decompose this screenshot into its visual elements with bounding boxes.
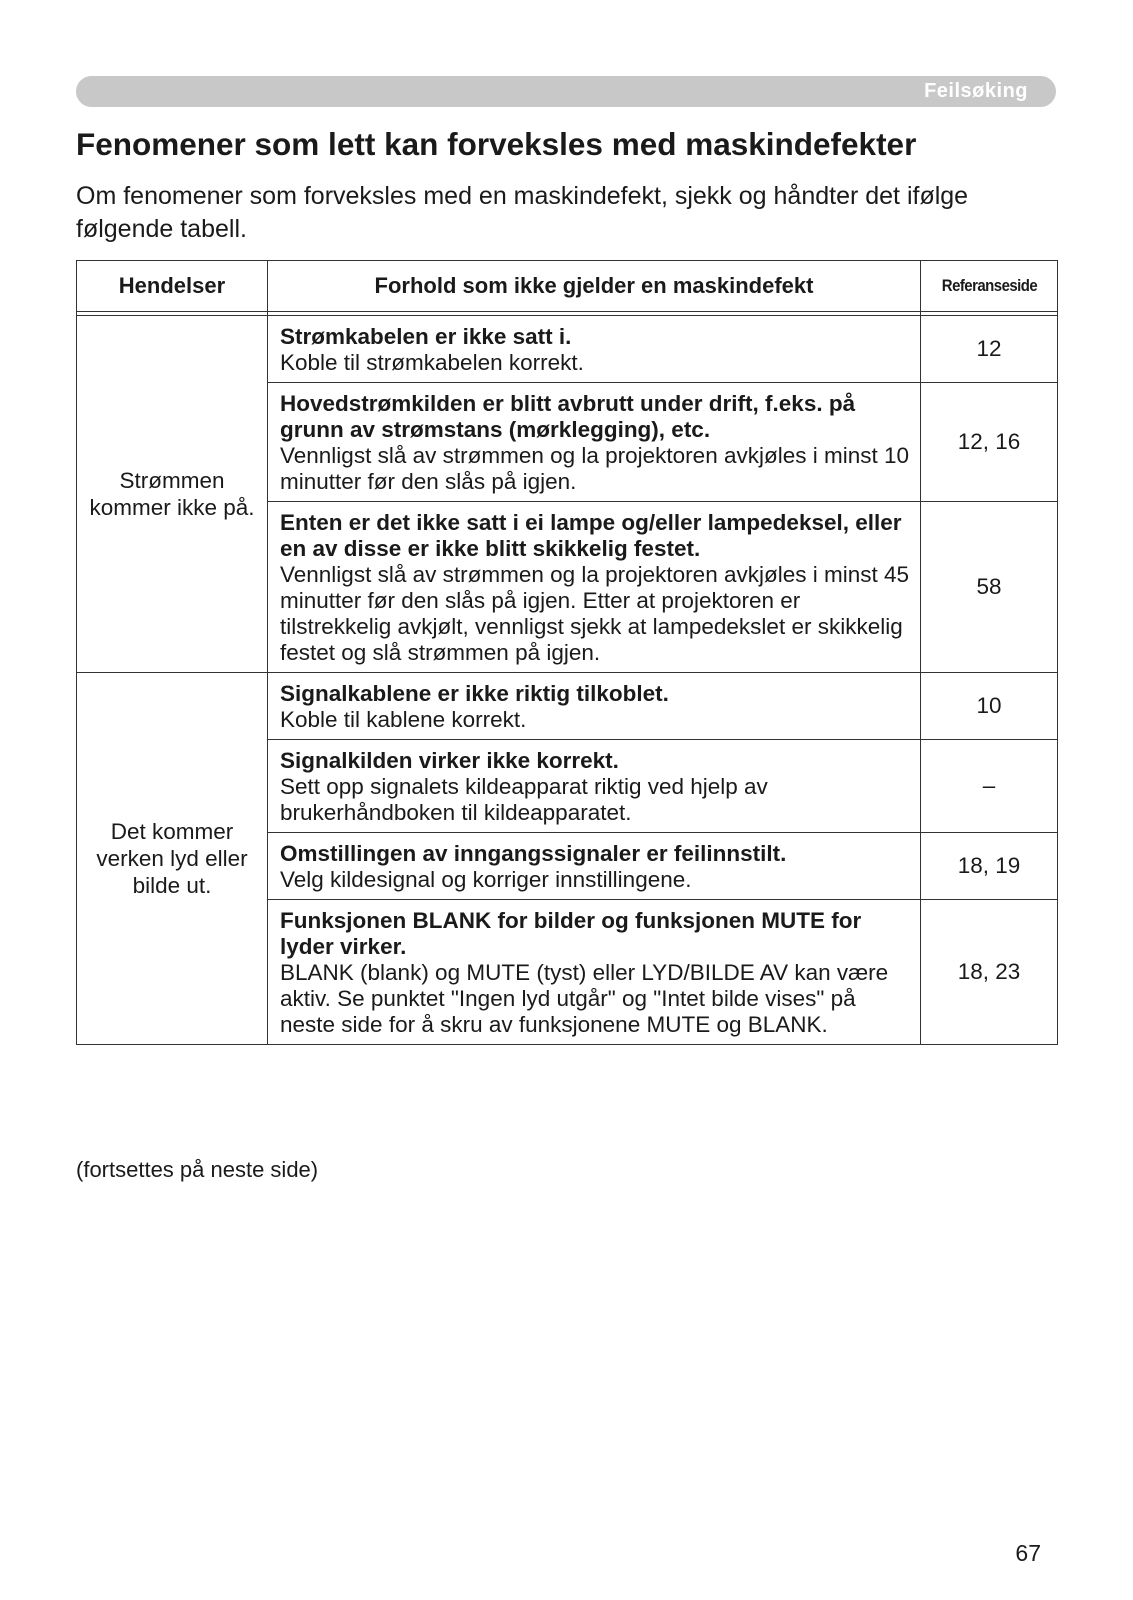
condition-remedy: Koble til kablene korrekt. (280, 707, 527, 732)
condition-heading: Signalkilden virker ikke korrekt. (280, 748, 619, 773)
continued-note: (fortsettes på neste side) (76, 1157, 319, 1182)
reference-page-cell: 18, 19 (921, 833, 1058, 900)
page-title: Fenomener som lett kan forveksles med maskindefekter (76, 126, 917, 162)
event-cell: Strømmen kommer ikke på. (77, 316, 268, 673)
condition-cell (268, 383, 921, 502)
condition-cell (268, 502, 921, 673)
condition-cell (268, 900, 921, 1045)
table-header-row (77, 261, 1058, 312)
table-row (77, 316, 1058, 383)
column-header-reference-page: Referanseside (929, 261, 1050, 312)
column-header-events: Hendelser (77, 261, 268, 312)
reference-page-cell: 12, 16 (921, 383, 1058, 502)
event-cell: Det kommer verken lyd eller bilde ut. (77, 673, 268, 1045)
condition-cell (268, 673, 921, 740)
section-header-bar (76, 76, 1056, 107)
condition-remedy: Vennligst slå av strømmen og la projektoren avkjøles i minst 45 minutter før den slås på igjen. Etter at projektoren er tilstrekkelig avkjølt, vennligst sjekk at lampedekslet er skikkelig festet og slå strømmen på igjen. (280, 562, 910, 665)
troubleshooting-table (76, 260, 1058, 1045)
intro-paragraph: Om fenomener som forveksles med en maskindefekt, sjekk og håndter det ifølge følgende tabell. (76, 182, 969, 243)
section-label: Feilsøking (924, 80, 1028, 102)
condition-heading: Signalkablene er ikke riktig tilkoblet. (280, 681, 669, 706)
condition-remedy: Koble til strømkabelen korrekt. (280, 350, 584, 375)
condition-heading: Funksjonen BLANK for bilder og funksjonen MUTE for lyder virker. (280, 908, 862, 959)
reference-page-cell: 10 (921, 673, 1058, 740)
reference-page-cell: 18, 23 (921, 900, 1058, 1045)
condition-heading: Enten er det ikke satt i ei lampe og/eller lampedeksel, eller en av disse er ikke blitt skikkelig festet. (280, 510, 902, 561)
condition-remedy: Sett opp signalets kildeapparat riktig ved hjelp av brukerhåndboken til kildeapparatet. (280, 774, 768, 825)
condition-remedy: Velg kildesignal og korriger innstillingene. (280, 867, 692, 892)
condition-cell (268, 833, 921, 900)
column-header-conditions: Forhold som ikke gjelder en maskindefekt (268, 261, 921, 312)
condition-remedy: BLANK (blank) og MUTE (tyst) eller LYD/BILDE AV kan være aktiv. Se punktet "Ingen lyd utgår" og "Intet bilde vises" på neste side for å skru av funksjonene MUTE og BLANK. (280, 960, 889, 1037)
reference-page-cell: 58 (921, 502, 1058, 673)
condition-remedy: Vennligst slå av strømmen og la projektoren avkjøles i minst 10 minutter før den slås på igjen. (280, 443, 910, 494)
condition-heading: Hovedstrømkilden er blitt avbrutt under drift, f.eks. på grunn av strømstans (mørklegging), etc. (280, 391, 856, 442)
condition-heading: Strømkabelen er ikke satt i. (280, 324, 572, 349)
condition-cell (268, 316, 921, 383)
reference-page-cell: – (921, 740, 1058, 833)
condition-heading: Omstillingen av inngangssignaler er feilinnstilt. (280, 841, 787, 866)
reference-page-cell: 12 (921, 316, 1058, 383)
table-row (77, 673, 1058, 740)
page-number: 67 (1015, 1540, 1041, 1566)
condition-cell (268, 740, 921, 833)
